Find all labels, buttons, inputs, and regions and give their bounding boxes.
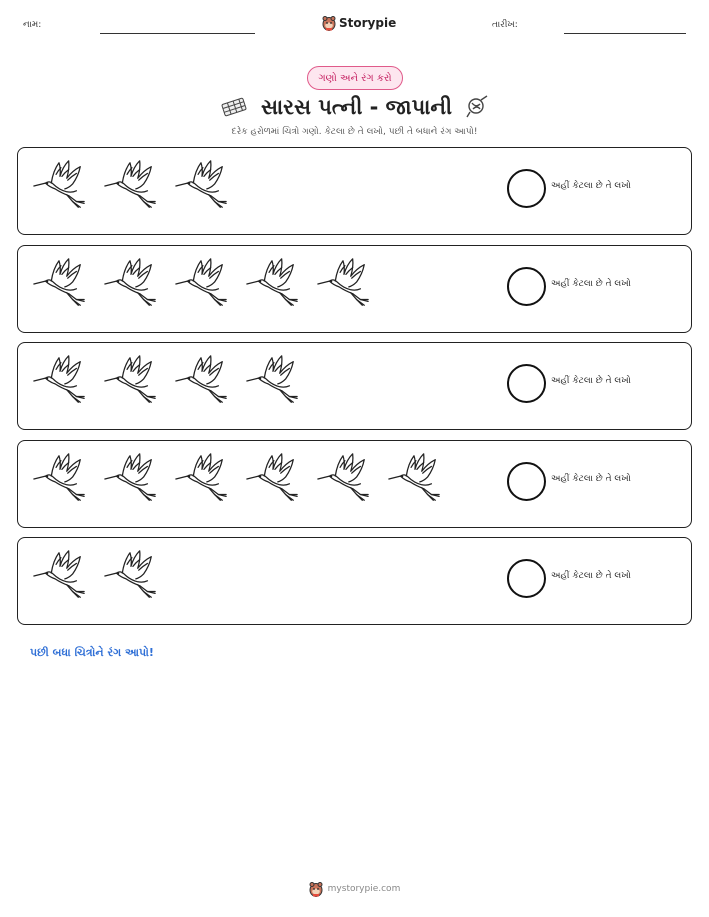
picture-group — [30, 547, 159, 607]
answer-circle[interactable] — [507, 559, 546, 598]
storypie-logo — [322, 14, 396, 32]
name-label: નામ: — [23, 20, 42, 30]
crane-icon — [243, 450, 301, 508]
picture-group — [30, 450, 443, 510]
footer-note: પછી બધા ચિત્રોને રંગ આપો! — [30, 646, 154, 659]
crane-icon — [30, 157, 88, 215]
answer-label: અહીં કેટલા છે તે લખો — [551, 279, 631, 289]
crane-icon — [243, 255, 301, 313]
answer-circle[interactable] — [507, 364, 546, 403]
date-field-line[interactable] — [564, 33, 686, 34]
crane-icon — [385, 450, 443, 508]
answer-circle[interactable] — [507, 267, 546, 306]
crane-icon — [101, 547, 159, 605]
footer-mascot-icon — [309, 881, 323, 897]
crane-icon — [172, 352, 230, 410]
footer-site: mystorypie.com — [327, 884, 401, 894]
counting-row — [17, 245, 692, 333]
page-title: સારસ પત્ની - જાપાની — [260, 94, 453, 119]
crane-icon — [30, 450, 88, 508]
crane-icon — [314, 255, 372, 313]
crane-icon — [101, 157, 159, 215]
activity-badge: ગણો અને રંગ કરો — [307, 66, 403, 90]
counting-row — [17, 147, 692, 235]
tatami-mat-icon — [219, 96, 249, 118]
storypie-mascot-icon — [322, 15, 336, 31]
crane-icon — [101, 255, 159, 313]
date-label: તારીખ: — [492, 20, 518, 30]
crane-icon — [314, 450, 372, 508]
worksheet-header — [0, 14, 709, 38]
answer-circle[interactable] — [507, 169, 546, 208]
crane-icon — [243, 352, 301, 410]
crane-icon — [30, 255, 88, 313]
answer-label: અહીં કેટલા છે તે લખો — [551, 376, 631, 386]
page-footer — [0, 880, 709, 898]
answer-circle[interactable] — [507, 462, 546, 501]
title-row — [0, 92, 709, 122]
crane-icon — [172, 450, 230, 508]
crane-icon — [30, 352, 88, 410]
counting-row — [17, 342, 692, 430]
picture-group — [30, 255, 372, 315]
crane-icon — [101, 450, 159, 508]
crane-icon — [172, 255, 230, 313]
answer-label: અહીં કેટલા છે તે લખો — [551, 474, 631, 484]
picture-group — [30, 157, 230, 217]
counting-row — [17, 537, 692, 625]
crane-icon — [101, 352, 159, 410]
crane-icon — [30, 547, 88, 605]
name-field-line[interactable] — [100, 33, 255, 34]
crane-icon — [172, 157, 230, 215]
instructions-text: દરેક હરોળમાં ચિત્રો ગણો. કેટલા છે તે લખો, પછી તે બધાને રંગ આપો! — [231, 127, 478, 137]
answer-label: અહીં કેટલા છે તે લખો — [551, 181, 631, 191]
brand-name: Storypie — [339, 16, 397, 30]
answer-label: અહીં કેટલા છે તે લખો — [551, 571, 631, 581]
loom-shuttle-icon — [464, 94, 490, 120]
picture-group — [30, 352, 301, 412]
counting-row — [17, 440, 692, 528]
